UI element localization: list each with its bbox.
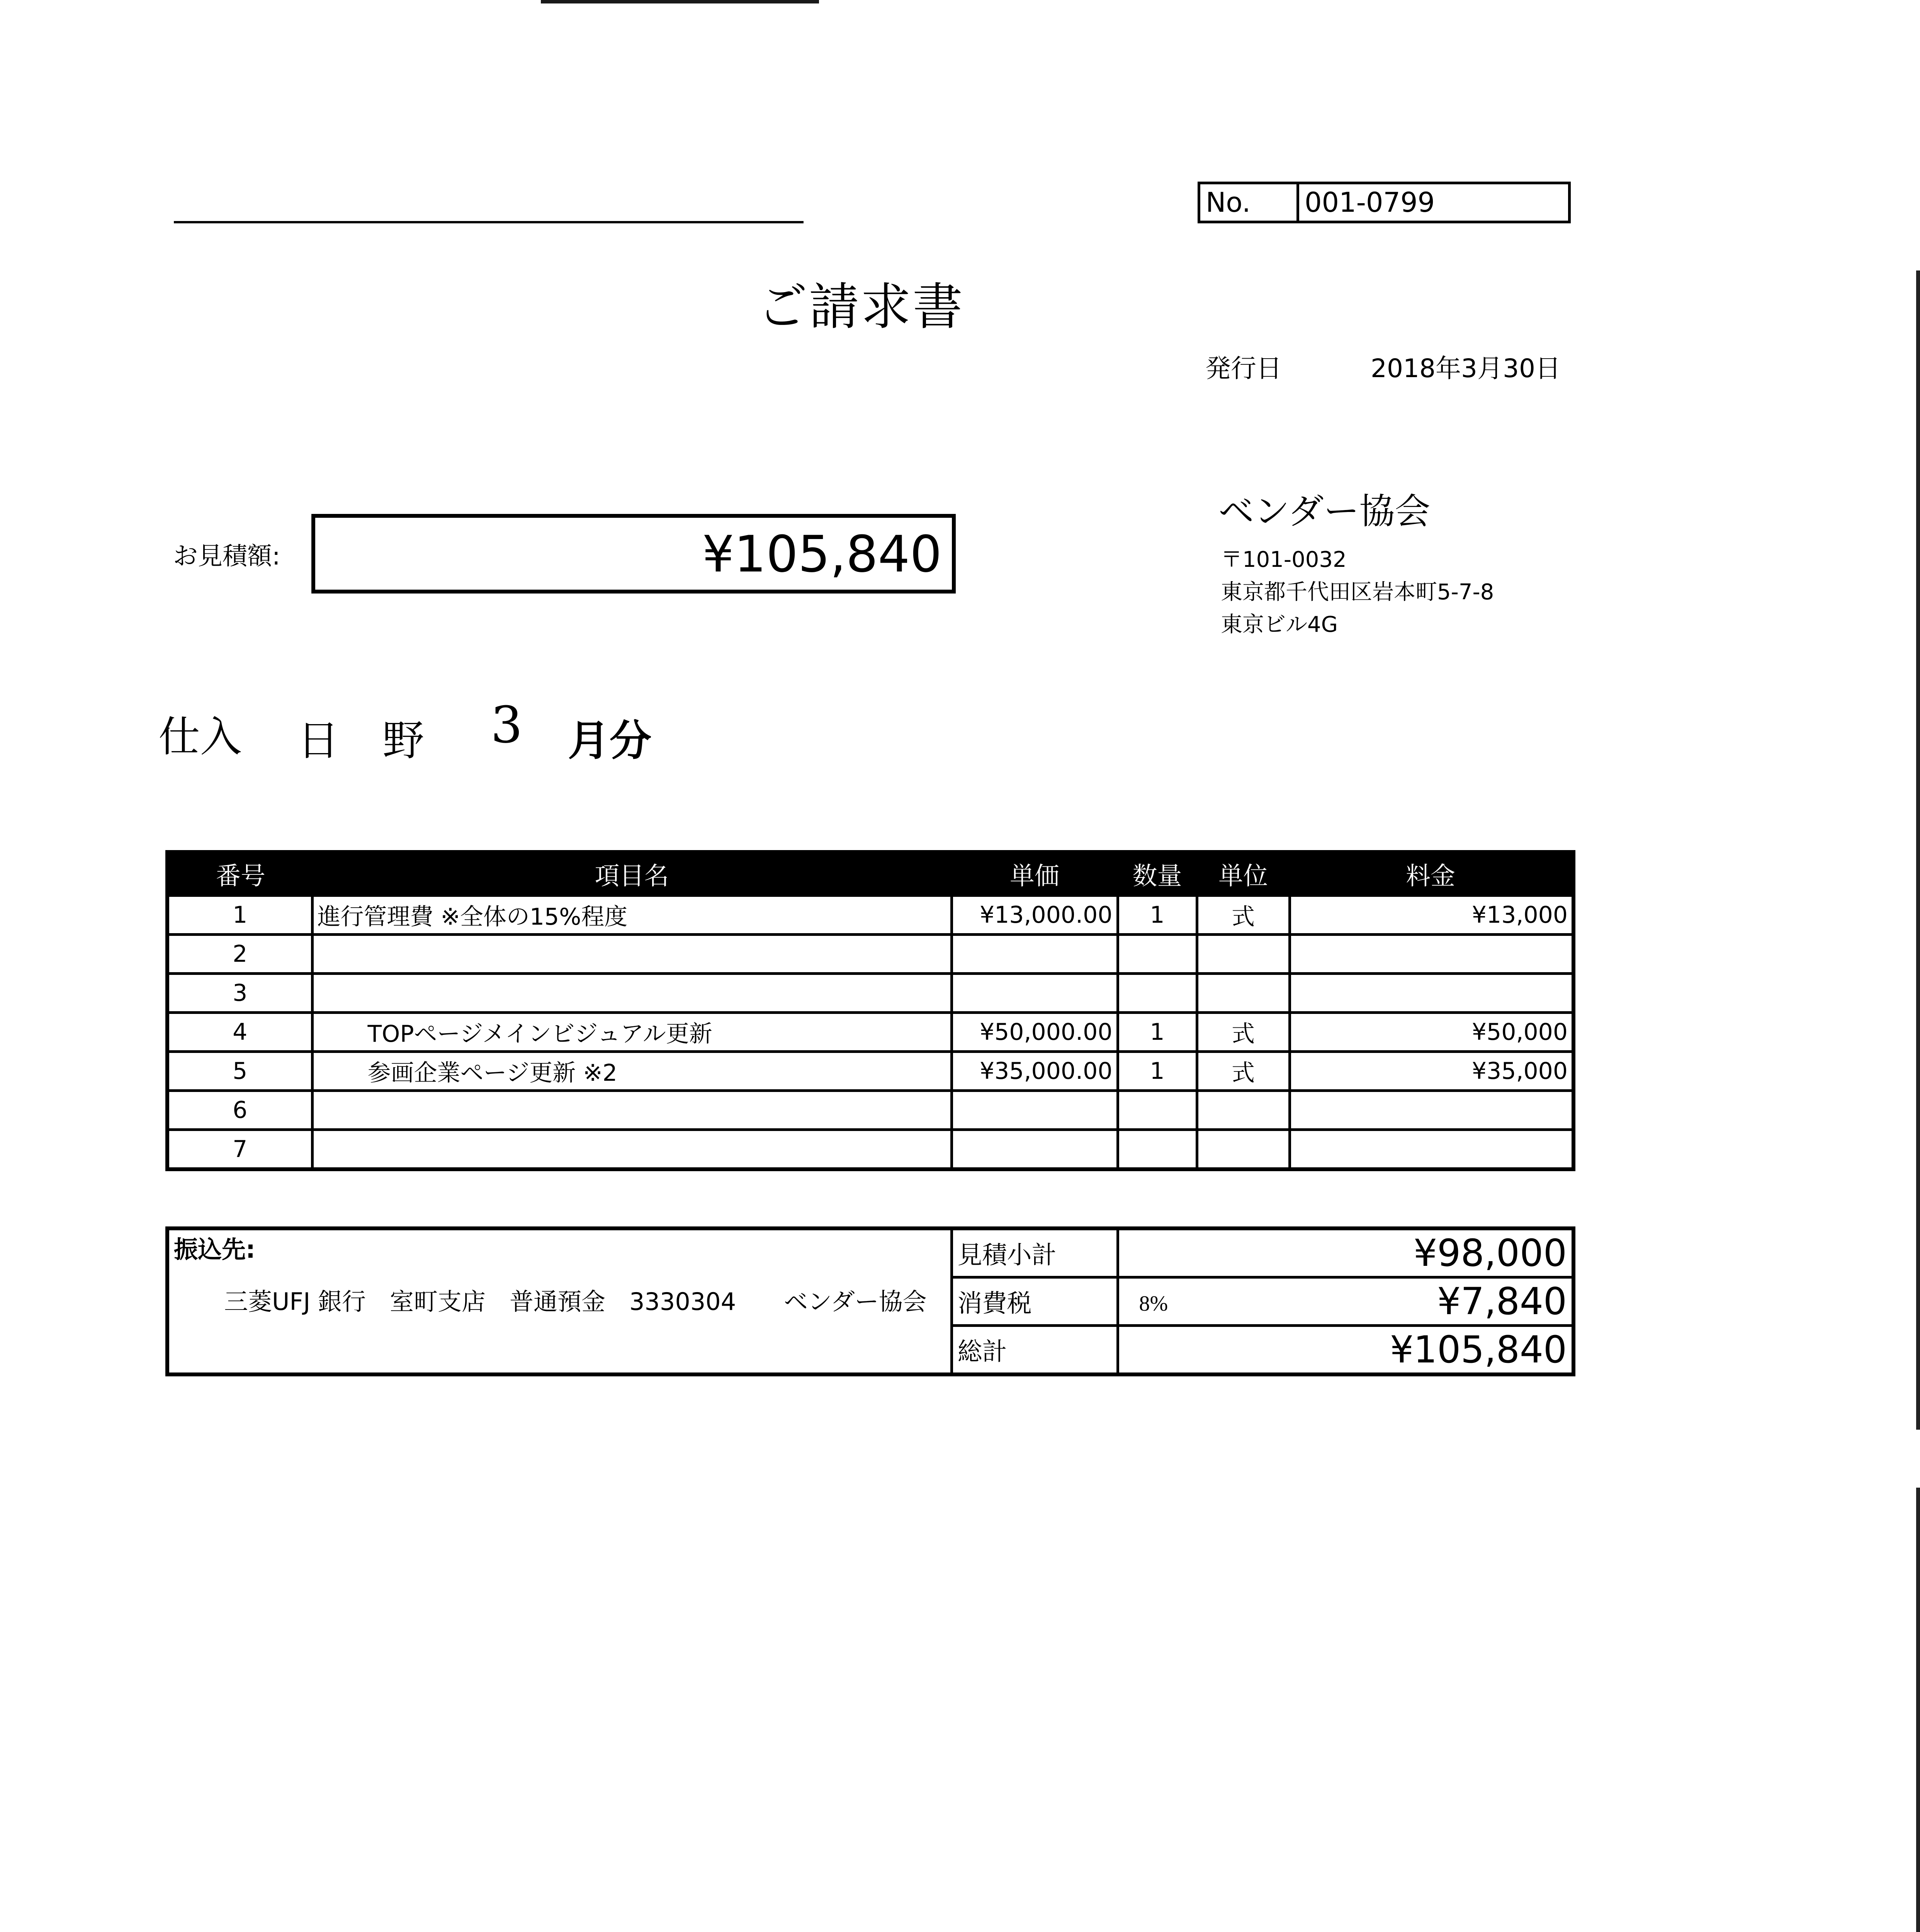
table-row [167,1130,1573,1170]
item-name: 参画企業ページ更新 ※2 [312,1052,952,1091]
items-table [165,850,1575,1171]
column-header: 項目名 [312,852,952,896]
line-amount [1290,974,1573,1013]
row-number: 2 [167,935,312,974]
item-name [312,1091,952,1130]
item-name: 進行管理費 ※全体の15%程度 [312,896,952,935]
quantity [1118,1091,1197,1130]
line-amount [1290,1091,1573,1130]
unit: 式 [1197,896,1290,935]
tax-rate: 8% [1139,1292,1168,1316]
table-row [167,974,1573,1013]
line-amount [1290,1130,1573,1170]
unit [1197,935,1290,974]
estimate-box [311,514,956,594]
bank-title: 振込先: [174,1235,255,1264]
unit-price: ¥35,000.00 [952,1052,1118,1091]
unit: 式 [1197,1013,1290,1052]
column-header: 単価 [952,852,1118,896]
estimate-amount: ¥105,840 [702,525,942,583]
column-header: 番号 [167,852,312,896]
scan-artifact-edge [1916,1488,1920,1816]
invoice-number-label: No. [1200,184,1299,221]
tax-label: 消費税 [952,1277,1118,1326]
unit [1197,974,1290,1013]
row-number: 3 [167,974,312,1013]
unit [1197,1091,1290,1130]
table-row [167,896,1573,935]
subtotal-label: 見積小計 [952,1228,1118,1277]
quantity [1118,935,1197,974]
unit-price: ¥50,000.00 [952,1013,1118,1052]
invoice-number-box [1198,182,1571,223]
page-title: ご請求書 [757,277,965,336]
unit-price [952,1091,1118,1130]
unit-price [952,974,1118,1013]
vendor-address-line1: 東京都千代田区岩本町5-7-8 [1221,580,1494,605]
unit-price: ¥13,000.00 [952,896,1118,935]
scan-artifact-edge [1916,1816,1920,1932]
item-name [312,974,952,1013]
row-number: 1 [167,896,312,935]
column-header: 数量 [1118,852,1197,896]
table-header-row [167,852,1573,896]
unit-price [952,1130,1118,1170]
item-name [312,1130,952,1170]
subtotal-row [167,1228,1573,1277]
row-number: 7 [167,1130,312,1170]
unit: 式 [1197,1052,1290,1091]
unit [1197,1130,1290,1170]
total-label: 総計 [952,1326,1118,1375]
handwritten-note: 3 [491,696,523,754]
column-header: 料金 [1290,852,1573,896]
recipient-line [174,221,804,223]
handwritten-note: 日 [297,717,340,765]
handwritten-note: 月分 [568,716,652,765]
item-name: TOPページメインビジュアル更新 [312,1013,952,1052]
quantity [1118,1130,1197,1170]
issue-date: 2018年3月30日 [1371,354,1561,383]
row-number: 6 [167,1091,312,1130]
estimate-label: お見積額: [173,542,280,571]
quantity: 1 [1118,896,1197,935]
vendor-name: ベンダー協会 [1218,491,1431,532]
total-value: ¥105,840 [1118,1326,1573,1375]
bank-details: 三菱UFJ 銀行 室町支店 普通預金 3330304 ベンダー協会 [224,1287,927,1316]
handwritten-note: 仕入 [158,713,242,761]
row-number: 5 [167,1052,312,1091]
line-amount: ¥50,000 [1290,1013,1573,1052]
line-amount: ¥13,000 [1290,896,1573,935]
quantity: 1 [1118,1013,1197,1052]
vendor-address-line2: 東京ビル4G [1221,612,1338,637]
table-row [167,1091,1573,1130]
table-row [167,1013,1573,1052]
handwritten-note: 野 [382,717,425,765]
vendor-postal: 〒101-0032 [1221,547,1347,572]
issue-date-label: 発行日 [1205,354,1282,383]
scan-artifact-top [541,0,819,3]
tax-value: ¥7,840 [1437,1280,1567,1323]
quantity: 1 [1118,1052,1197,1091]
table-row [167,935,1573,974]
tax-cell [1118,1277,1573,1326]
unit-price [952,935,1118,974]
line-amount [1290,935,1573,974]
bank-info-cell [167,1228,952,1374]
quantity [1118,974,1197,1013]
row-number: 4 [167,1013,312,1052]
table-row [167,1052,1573,1091]
item-name [312,935,952,974]
column-header: 単位 [1197,852,1290,896]
subtotal-value: ¥98,000 [1118,1228,1573,1277]
scan-artifact-edge [1916,270,1920,1430]
line-amount: ¥35,000 [1290,1052,1573,1091]
invoice-number: 001-0799 [1305,187,1435,218]
totals-table [165,1226,1575,1376]
